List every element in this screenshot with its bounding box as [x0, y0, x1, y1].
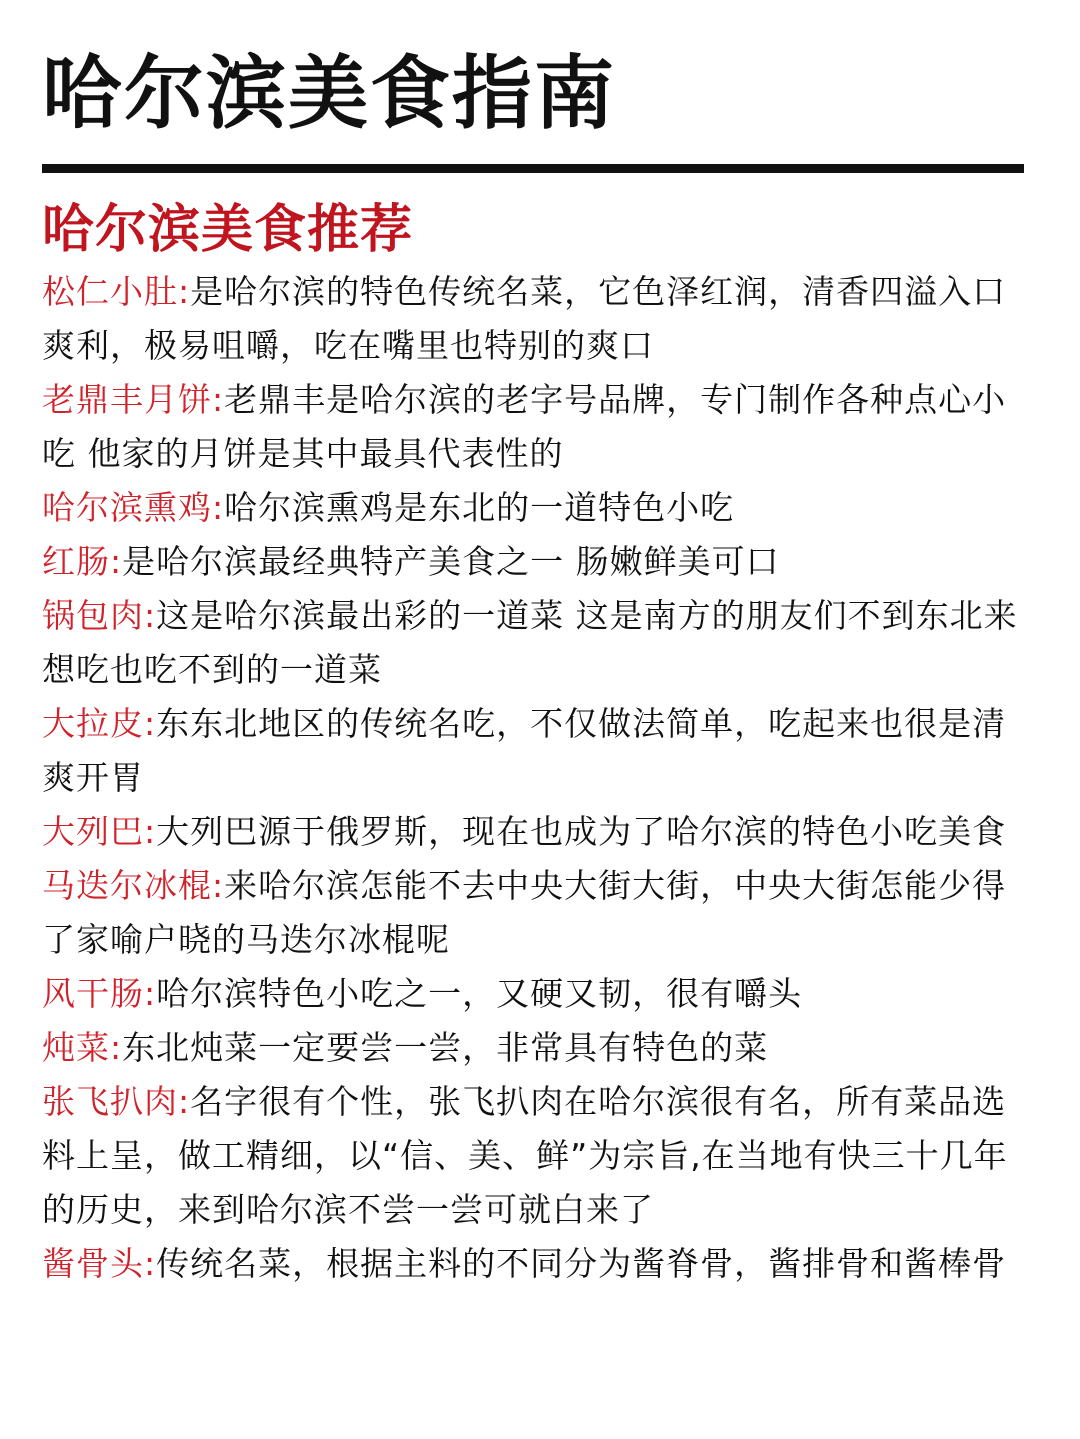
food-name: 锅包肉: [42, 596, 144, 635]
food-name: 张飞扒肉: [42, 1082, 178, 1121]
food-list: [42, 265, 1024, 1291]
food-name: 风干肠: [42, 974, 144, 1013]
food-description: 传统名菜，根据主料的不同分为酱脊骨，酱排骨和酱棒骨: [156, 1244, 1007, 1283]
food-name: 红肠: [42, 542, 110, 581]
food-description: 是哈尔滨的特色传统名菜，它色泽红润，清香四溢入口爽利，极易咀嚼，吃在嘴里也特别的爽口: [42, 272, 1007, 365]
food-name: 大拉皮: [42, 704, 144, 743]
food-name: 马迭尔冰棍: [42, 866, 212, 905]
food-name: 大列巴: [42, 812, 144, 851]
list-item: 锅包肉:这是哈尔滨最出彩的一道菜 这是南方的朋友们不到东北来想吃也吃不到的一道菜: [42, 596, 1018, 689]
list-item: 哈尔滨熏鸡:哈尔滨熏鸡是东北的一道特色小吃: [42, 488, 735, 527]
food-description: 东东北地区的传统名吃，不仅做法简单，吃起来也很是清爽开胃: [42, 704, 1007, 797]
food-description: 这是哈尔滨最出彩的一道菜 这是南方的朋友们不到东北来想吃也吃不到的一道菜: [42, 596, 1018, 689]
food-name: 炖菜: [42, 1028, 110, 1067]
food-description: 老鼎丰是哈尔滨的老字号品牌，专门制作各种点心小吃 他家的月饼是其中最具代表性的: [42, 380, 1007, 473]
food-description: 大列巴源于俄罗斯，现在也成为了哈尔滨的特色小吃美食: [156, 812, 1007, 851]
list-item: 红肠:是哈尔滨最经典特产美食之一 肠嫩鲜美可口: [42, 542, 780, 581]
page: [42, 0, 1024, 1291]
list-item: 风干肠:哈尔滨特色小吃之一，又硬又韧，很有嚼头: [42, 974, 803, 1013]
food-name: 哈尔滨熏鸡: [42, 488, 212, 527]
food-name: 酱骨头: [42, 1244, 144, 1283]
section-title: 哈尔滨美食推荐: [42, 200, 414, 260]
title-divider: [42, 164, 1024, 173]
food-description: 哈尔滨熏鸡是东北的一道特色小吃: [224, 488, 735, 527]
food-description: 名字很有个性，张飞扒肉在哈尔滨很有名，所有菜品选料上呈，做工精细，以“信、美、鲜”为宗旨,在当地有快三十几年的历史，来到哈尔滨不尝一尝可就白来了: [42, 1082, 1008, 1229]
list-item: 酱骨头:传统名菜，根据主料的不同分为酱脊骨，酱排骨和酱棒骨: [42, 1244, 1007, 1283]
list-item: 张飞扒肉:名字很有个性，张飞扒肉在哈尔滨很有名，所有菜品选料上呈，做工精细，以“信、美、鲜”为宗旨,在当地有快三十几年的历史，来到哈尔滨不尝一尝可就白来了: [42, 1082, 1008, 1229]
food-description: 哈尔滨特色小吃之一，又硬又韧，很有嚼头: [156, 974, 803, 1013]
food-name: 老鼎丰月饼: [42, 380, 212, 419]
food-name: 松仁小肚: [42, 272, 178, 311]
list-item: 大拉皮:东东北地区的传统名吃，不仅做法简单，吃起来也很是清爽开胃: [42, 704, 1007, 797]
list-item: 炖菜:东北炖菜一定要尝一尝，非常具有特色的菜: [42, 1028, 769, 1067]
list-item: 大列巴:大列巴源于俄罗斯，现在也成为了哈尔滨的特色小吃美食: [42, 812, 1007, 851]
food-description: 来哈尔滨怎能不去中央大街大街，中央大街怎能少得了家喻户晓的马迭尔冰棍呢: [42, 866, 1007, 959]
page-title: 哈尔滨美食指南: [42, 47, 616, 140]
list-item: 松仁小肚:是哈尔滨的特色传统名菜，它色泽红润，清香四溢入口爽利，极易咀嚼，吃在嘴里也特别的爽口: [42, 272, 1007, 365]
food-description: 是哈尔滨最经典特产美食之一 肠嫩鲜美可口: [122, 542, 780, 581]
list-item: 马迭尔冰棍:来哈尔滨怎能不去中央大街大街，中央大街怎能少得了家喻户晓的马迭尔冰棍呢: [42, 866, 1007, 959]
food-description: 东北炖菜一定要尝一尝，非常具有特色的菜: [122, 1028, 769, 1067]
list-item: 老鼎丰月饼:老鼎丰是哈尔滨的老字号品牌，专门制作各种点心小吃 他家的月饼是其中最具代表性的: [42, 380, 1007, 473]
